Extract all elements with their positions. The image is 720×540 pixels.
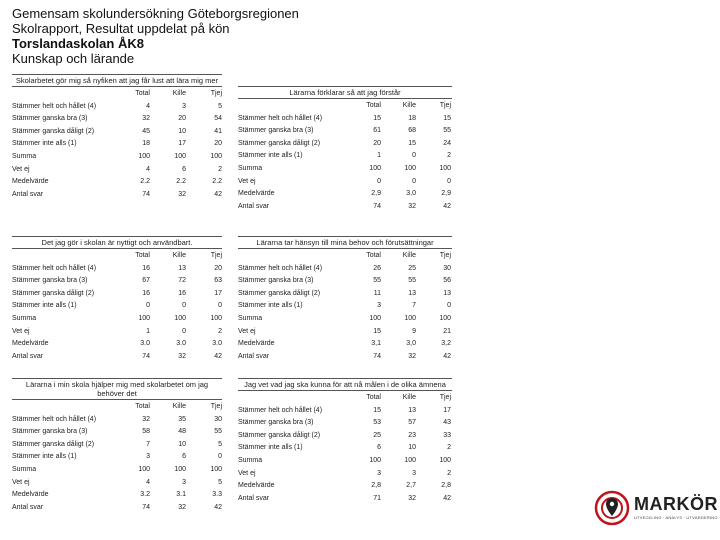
- cell-kille: 7: [412, 302, 416, 310]
- survey-table: [238, 236, 452, 363]
- cell-total: 61: [373, 127, 381, 135]
- cell-total: 71: [373, 494, 381, 502]
- logo-brand: MARKÖR: [634, 494, 718, 514]
- row-label: Stämmer ganska bra (3): [238, 277, 314, 285]
- cell-kille: 3,0: [406, 190, 416, 198]
- cell-total: 74: [142, 352, 150, 360]
- table-row: [12, 126, 222, 139]
- col-kille: Kille: [172, 90, 186, 97]
- cell-kille: 9: [412, 327, 416, 335]
- cell-tjej: 2.2: [212, 178, 222, 186]
- cell-tjej: 20: [214, 140, 222, 148]
- col-total: Total: [366, 102, 381, 109]
- cell-kille: 2,7: [406, 482, 416, 490]
- table-row: [12, 138, 222, 151]
- row-label: Stämmer ganska bra (3): [238, 419, 314, 427]
- col-total: Total: [366, 394, 381, 401]
- row-label: Antal svar: [238, 202, 270, 210]
- cell-kille: 23: [408, 431, 416, 439]
- cell-total: 20: [373, 139, 381, 147]
- cell-kille: 20: [178, 115, 186, 123]
- cell-total: 53: [373, 419, 381, 427]
- cell-kille: 2.2: [176, 178, 186, 186]
- cell-kille: 100: [404, 314, 416, 322]
- cell-kille: 0: [412, 177, 416, 185]
- cell-kille: 3: [412, 469, 416, 477]
- col-kille: Kille: [172, 403, 186, 410]
- col-total: Total: [135, 90, 150, 97]
- cell-tjej: 33: [443, 431, 451, 439]
- cell-kille: 32: [178, 352, 186, 360]
- table-row: [238, 288, 452, 301]
- table-title: Lärarna i min skola hjälper mig med skolarbetet om jag behöver det: [12, 378, 222, 400]
- cell-tjej: 42: [214, 503, 222, 511]
- school-name: Torslandaskolan ÅK8: [12, 36, 144, 51]
- cell-tjej: 2: [447, 444, 451, 452]
- table-header-row: [12, 250, 222, 263]
- table-row: [12, 300, 222, 313]
- table-header-row: [238, 100, 452, 113]
- cell-total: 45: [142, 127, 150, 135]
- table-row: [238, 176, 452, 189]
- cell-tjej: 3.3: [212, 491, 222, 499]
- table-row: [238, 138, 452, 151]
- cell-total: 3,1: [371, 340, 381, 348]
- cell-kille: 0: [182, 302, 186, 310]
- cell-tjej: 42: [443, 202, 451, 210]
- cell-kille: 6: [182, 165, 186, 173]
- table-header-row: [12, 401, 222, 414]
- cell-kille: 35: [178, 415, 186, 423]
- col-tjej: Tjej: [439, 252, 451, 259]
- table-row: [12, 414, 222, 427]
- cell-kille: 6: [182, 453, 186, 461]
- row-label: Antal svar: [12, 352, 44, 360]
- table-row: [12, 426, 222, 439]
- col-tjej: Tjej: [210, 90, 222, 97]
- cell-total: 74: [373, 202, 381, 210]
- cell-tjej: 54: [214, 115, 222, 123]
- table-row: [238, 263, 452, 276]
- cell-total: 3: [377, 469, 381, 477]
- cell-total: 16: [142, 264, 150, 272]
- table-row: [238, 150, 452, 163]
- cell-total: 100: [369, 164, 381, 172]
- cell-tjej: 0: [447, 177, 451, 185]
- row-label: Stämmer helt och hållet (4): [12, 264, 97, 272]
- cell-tjej: 100: [439, 456, 451, 464]
- cell-total: 58: [142, 428, 150, 436]
- cell-total: 0: [146, 302, 150, 310]
- cell-tjej: 63: [214, 277, 222, 285]
- cell-tjej: 55: [214, 428, 222, 436]
- row-label: Antal svar: [238, 352, 270, 360]
- cell-total: 1: [146, 327, 150, 335]
- cell-total: 55: [373, 277, 381, 285]
- cell-total: 3.2: [140, 491, 150, 499]
- cell-kille: 3.1: [176, 491, 186, 499]
- table-row: [12, 439, 222, 452]
- cell-tjej: 100: [439, 164, 451, 172]
- row-label: Stämmer ganska dåligt (2): [12, 440, 95, 448]
- cell-total: 0: [377, 177, 381, 185]
- cell-tjej: 13: [443, 289, 451, 297]
- survey-table: [12, 74, 222, 201]
- cell-tjej: 42: [443, 494, 451, 502]
- cell-total: 2,9: [371, 190, 381, 198]
- cell-kille: 3: [182, 102, 186, 110]
- cell-total: 74: [373, 352, 381, 360]
- row-label: Stämmer ganska dåligt (2): [238, 289, 321, 297]
- cell-tjej: 0: [218, 453, 222, 461]
- cell-tjej: 0: [218, 302, 222, 310]
- cell-tjej: 5: [218, 102, 222, 110]
- cell-tjej: 100: [210, 314, 222, 322]
- col-tjej: Tjej: [210, 252, 222, 259]
- table-row: [12, 113, 222, 126]
- cell-kille: 100: [174, 465, 186, 473]
- table-row: [12, 176, 222, 189]
- cell-tjej: 43: [443, 419, 451, 427]
- cell-kille: 15: [408, 139, 416, 147]
- table-header-row: [238, 250, 452, 263]
- row-label: Summa: [12, 465, 37, 473]
- row-label: Summa: [12, 152, 37, 160]
- cell-tjej: 5: [218, 478, 222, 486]
- table-row: [12, 189, 222, 202]
- col-kille: Kille: [402, 252, 416, 259]
- cell-tjej: 21: [443, 327, 451, 335]
- cell-kille: 72: [178, 277, 186, 285]
- report-title: Gemensam skolundersökning Göteborgsregionen: [12, 6, 299, 21]
- cell-kille: 17: [178, 140, 186, 148]
- cell-kille: 32: [408, 494, 416, 502]
- table-header-row: [12, 88, 222, 101]
- row-label: Stämmer inte alls (1): [12, 302, 77, 310]
- table-title: Skolarbetet gör mig så nyfiken att jag får lust att lära mig mer: [12, 74, 222, 87]
- table-row: [12, 326, 222, 339]
- row-label: Stämmer ganska bra (3): [238, 127, 314, 135]
- table-body: [238, 405, 452, 506]
- row-label: Medelvärde: [238, 340, 275, 348]
- survey-table: [238, 86, 452, 213]
- cell-tjej: 55: [443, 127, 451, 135]
- cell-tjej: 2,9: [441, 190, 451, 198]
- cell-total: 4: [146, 478, 150, 486]
- cell-tjej: 24: [443, 139, 451, 147]
- cell-total: 16: [142, 289, 150, 297]
- row-label: Antal svar: [238, 494, 270, 502]
- cell-tjej: 42: [214, 352, 222, 360]
- cell-total: 74: [142, 503, 150, 511]
- markor-logo: [594, 490, 718, 530]
- cell-kille: 55: [408, 277, 416, 285]
- cell-tjej: 17: [443, 406, 451, 414]
- cell-tjej: 17: [214, 289, 222, 297]
- col-tjej: Tjej: [210, 403, 222, 410]
- table-row: [238, 338, 452, 351]
- row-label: Medelvärde: [12, 340, 49, 348]
- row-label: Stämmer helt och hållet (4): [12, 415, 97, 423]
- row-label: Stämmer ganska bra (3): [12, 428, 88, 436]
- cell-total: 32: [142, 115, 150, 123]
- row-label: Summa: [238, 164, 263, 172]
- col-tjej: Tjej: [439, 394, 451, 401]
- row-label: Vet ej: [238, 177, 256, 185]
- table-row: [238, 188, 452, 201]
- cell-total: 32: [142, 415, 150, 423]
- table-row: [238, 455, 452, 468]
- cell-total: 26: [373, 264, 381, 272]
- col-total: Total: [366, 252, 381, 259]
- row-label: Vet ej: [12, 327, 30, 335]
- section-title: Kunskap och lärande: [12, 51, 135, 66]
- table-row: [12, 313, 222, 326]
- cell-total: 1: [377, 152, 381, 160]
- table-title: Jag vet vad jag ska kunna för att nå målen i de olika ämnena: [238, 378, 452, 391]
- cell-total: 100: [138, 465, 150, 473]
- table-row: [238, 442, 452, 455]
- cell-tjej: 56: [443, 277, 451, 285]
- row-label: Stämmer ganska dåligt (2): [12, 289, 95, 297]
- cell-tjej: 100: [210, 465, 222, 473]
- table-title: Lärarna tar hänsyn till mina behov och förutsättningar: [238, 236, 452, 249]
- cell-total: 3: [377, 302, 381, 310]
- cell-total: 74: [142, 190, 150, 198]
- cell-kille: 13: [408, 289, 416, 297]
- table-title: Det jag gör i skolan är nyttigt och användbart.: [12, 236, 222, 249]
- cell-kille: 10: [178, 127, 186, 135]
- table-row: [238, 125, 452, 138]
- table-row: [238, 493, 452, 506]
- cell-tjej: 3,2: [441, 340, 451, 348]
- cell-tjej: 100: [439, 314, 451, 322]
- row-label: Stämmer inte alls (1): [238, 444, 303, 452]
- row-label: Medelvärde: [12, 491, 49, 499]
- cell-kille: 13: [408, 406, 416, 414]
- row-label: Stämmer ganska bra (3): [12, 115, 88, 123]
- row-label: Stämmer inte alls (1): [12, 453, 77, 461]
- col-total: Total: [135, 252, 150, 259]
- cell-kille: 16: [178, 289, 186, 297]
- cell-total: 100: [369, 314, 381, 322]
- row-label: Vet ej: [12, 478, 30, 486]
- cell-kille: 100: [404, 456, 416, 464]
- table-row: [238, 351, 452, 364]
- col-tjej: Tjej: [439, 102, 451, 109]
- cell-tjej: 30: [214, 415, 222, 423]
- cell-kille: 3: [182, 478, 186, 486]
- table-row: [238, 201, 452, 214]
- cell-kille: 3,0: [406, 340, 416, 348]
- cell-kille: 100: [174, 314, 186, 322]
- cell-kille: 32: [178, 503, 186, 511]
- cell-tjej: 15: [443, 114, 451, 122]
- table-row: [12, 451, 222, 464]
- row-label: Vet ej: [238, 327, 256, 335]
- cell-total: 11: [373, 289, 381, 297]
- cell-kille: 10: [178, 440, 186, 448]
- cell-tjej: 0: [447, 302, 451, 310]
- col-total: Total: [135, 403, 150, 410]
- table-row: [12, 464, 222, 477]
- row-label: Medelvärde: [238, 482, 275, 490]
- cell-kille: 100: [174, 152, 186, 160]
- cell-tjej: 20: [214, 264, 222, 272]
- cell-tjej: 2: [218, 327, 222, 335]
- table-body: [12, 414, 222, 515]
- row-label: Stämmer ganska dåligt (2): [238, 431, 321, 439]
- table-row: [12, 477, 222, 490]
- table-row: [238, 113, 452, 126]
- row-label: Vet ej: [238, 469, 256, 477]
- cell-total: 6: [377, 444, 381, 452]
- row-label: Antal svar: [12, 190, 44, 198]
- row-label: Stämmer inte alls (1): [12, 140, 77, 148]
- cell-kille: 68: [408, 127, 416, 135]
- row-label: Medelvärde: [12, 178, 49, 186]
- table-row: [12, 151, 222, 164]
- cell-kille: 32: [408, 352, 416, 360]
- cell-total: 100: [138, 314, 150, 322]
- logo-tagline: UTVECKLING · ANALYS · UTVÄRDERING: [634, 515, 718, 520]
- survey-table: [238, 378, 452, 505]
- cell-tjej: 100: [210, 152, 222, 160]
- row-label: Vet ej: [12, 165, 30, 173]
- cell-kille: 100: [404, 164, 416, 172]
- table-row: [238, 430, 452, 443]
- cell-total: 3: [146, 453, 150, 461]
- cell-total: 100: [138, 152, 150, 160]
- cell-total: 3.0: [140, 340, 150, 348]
- table-row: [238, 300, 452, 313]
- report-subtitle: Skolrapport, Resultat uppdelat på kön: [12, 21, 230, 36]
- table-row: [12, 164, 222, 177]
- table-row: [12, 489, 222, 502]
- row-label: Stämmer inte alls (1): [238, 302, 303, 310]
- table-row: [238, 313, 452, 326]
- table-row: [238, 468, 452, 481]
- cell-tjej: 2,8: [441, 482, 451, 490]
- row-label: Stämmer ganska dåligt (2): [12, 127, 95, 135]
- cell-kille: 10: [408, 444, 416, 452]
- table-body: [238, 113, 452, 214]
- cell-total: 25: [373, 431, 381, 439]
- cell-total: 15: [373, 406, 381, 414]
- cell-tjej: 5: [218, 440, 222, 448]
- cell-kille: 57: [408, 419, 416, 427]
- cell-kille: 3.0: [176, 340, 186, 348]
- cell-kille: 48: [178, 428, 186, 436]
- row-label: Stämmer helt och hållet (4): [238, 114, 323, 122]
- table-row: [12, 275, 222, 288]
- cell-tjej: 3.0: [212, 340, 222, 348]
- cell-kille: 13: [178, 264, 186, 272]
- table-header-row: [238, 392, 452, 405]
- row-label: Antal svar: [12, 503, 44, 511]
- cell-total: 67: [142, 277, 150, 285]
- cell-kille: 25: [408, 264, 416, 272]
- table-row: [238, 326, 452, 339]
- row-label: Stämmer ganska bra (3): [12, 277, 88, 285]
- target-pin-icon: [594, 490, 630, 526]
- row-label: Stämmer helt och hållet (4): [238, 406, 323, 414]
- survey-table: [12, 236, 222, 363]
- cell-total: 15: [373, 327, 381, 335]
- table-row: [238, 163, 452, 176]
- row-label: Stämmer inte alls (1): [238, 152, 303, 160]
- row-label: Medelvärde: [238, 190, 275, 198]
- cell-total: 2,8: [371, 482, 381, 490]
- cell-kille: 18: [408, 114, 416, 122]
- table-body: [238, 263, 452, 364]
- table-row: [12, 502, 222, 515]
- col-kille: Kille: [172, 252, 186, 259]
- table-body: [12, 101, 222, 202]
- table-row: [12, 263, 222, 276]
- cell-kille: 0: [182, 327, 186, 335]
- cell-total: 7: [146, 440, 150, 448]
- table-row: [12, 288, 222, 301]
- cell-tjej: 42: [214, 190, 222, 198]
- cell-kille: 32: [408, 202, 416, 210]
- col-kille: Kille: [402, 394, 416, 401]
- table-row: [12, 101, 222, 114]
- cell-total: 100: [369, 456, 381, 464]
- row-label: Stämmer helt och hållet (4): [238, 264, 323, 272]
- cell-total: 15: [373, 114, 381, 122]
- table-row: [238, 480, 452, 493]
- cell-total: 4: [146, 165, 150, 173]
- cell-tjej: 2: [447, 469, 451, 477]
- cell-tjej: 30: [443, 264, 451, 272]
- table-body: [12, 263, 222, 364]
- table-row: [12, 338, 222, 351]
- table-row: [238, 405, 452, 418]
- cell-kille: 0: [412, 152, 416, 160]
- cell-total: 4: [146, 102, 150, 110]
- table-row: [238, 275, 452, 288]
- survey-table: [12, 378, 222, 514]
- cell-total: 2.2: [140, 178, 150, 186]
- row-label: Summa: [238, 456, 263, 464]
- table-row: [12, 351, 222, 364]
- row-label: Summa: [238, 314, 263, 322]
- cell-tjej: 42: [443, 352, 451, 360]
- table-row: [238, 417, 452, 430]
- cell-total: 18: [142, 140, 150, 148]
- cell-tjej: 2: [218, 165, 222, 173]
- cell-kille: 32: [178, 190, 186, 198]
- row-label: Stämmer helt och hållet (4): [12, 102, 97, 110]
- table-title: Lärarna förklarar så att jag förstår: [238, 86, 452, 99]
- row-label: Summa: [12, 314, 37, 322]
- report-header: [12, 6, 299, 66]
- cell-tjej: 41: [214, 127, 222, 135]
- row-label: Stämmer ganska dåligt (2): [238, 139, 321, 147]
- cell-tjej: 2: [447, 152, 451, 160]
- col-kille: Kille: [402, 102, 416, 109]
